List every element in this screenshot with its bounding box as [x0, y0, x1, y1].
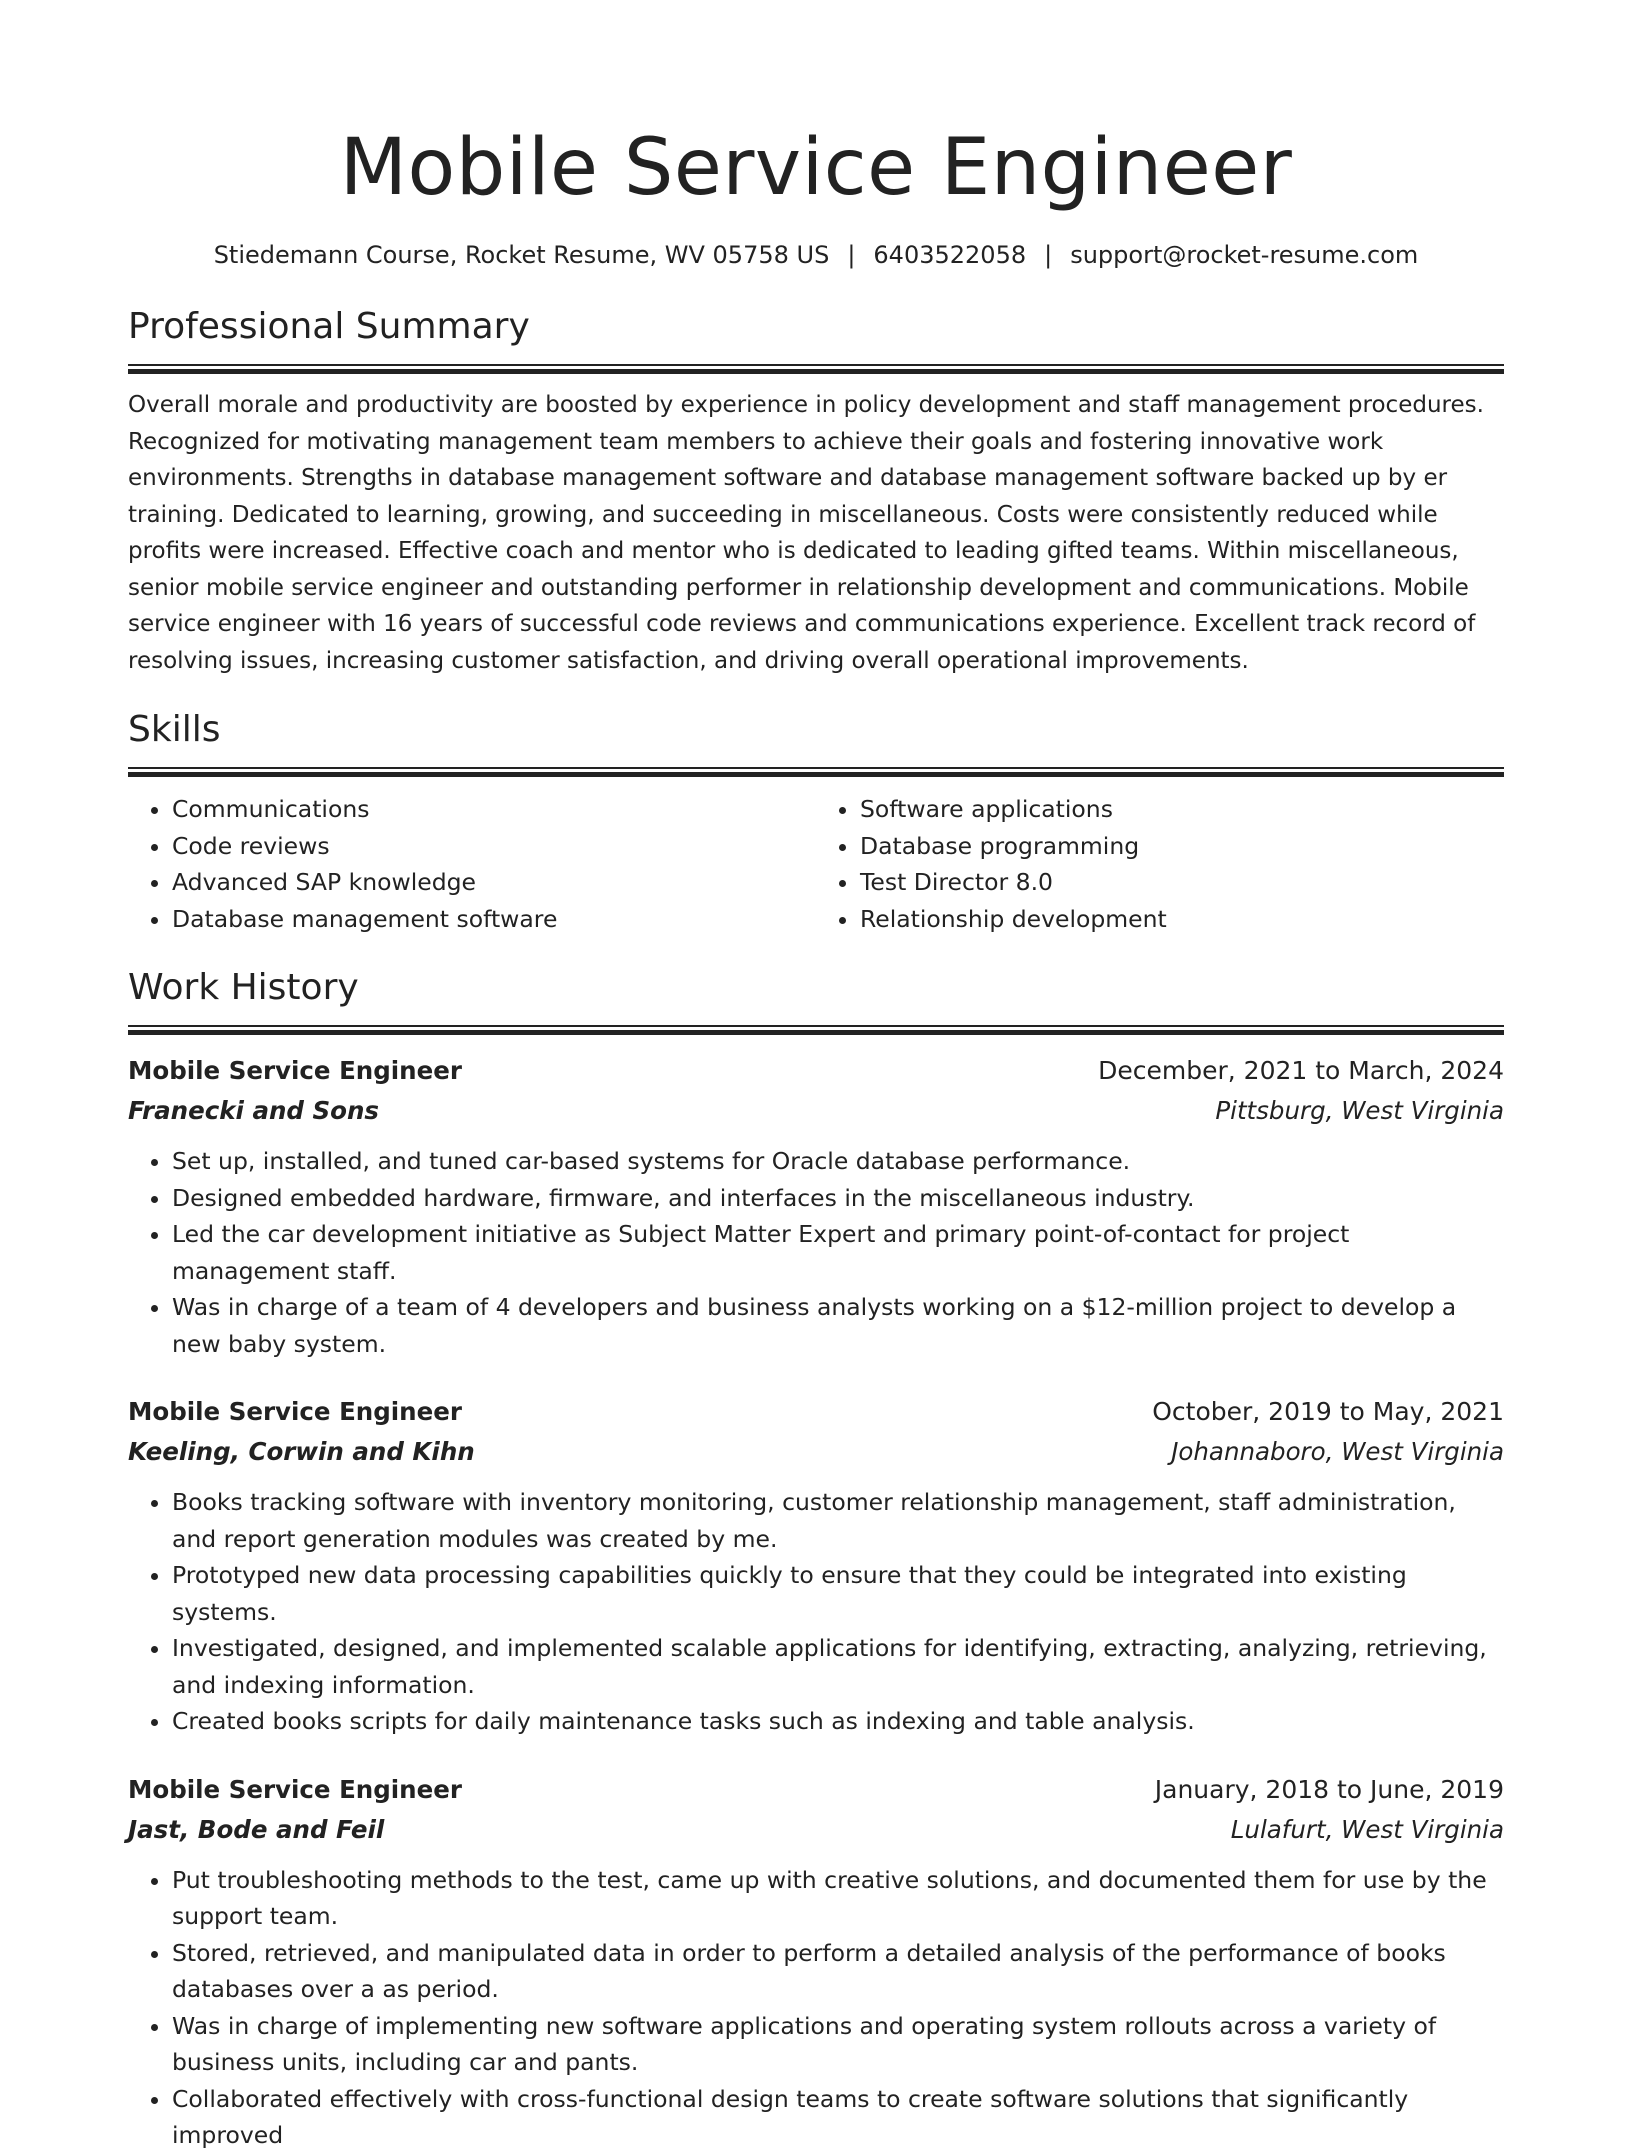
- job-bullets: [128, 1862, 1504, 2154]
- job-location: Lulafurt, West Virginia: [1230, 1814, 1504, 1844]
- job-location: Johannaboro, West Virginia: [1171, 1437, 1504, 1466]
- job-header-row: [128, 1770, 1504, 1810]
- resume-page: [128, 0, 1504, 2154]
- summary-text: Overall morale and productivity are boosted by experience in policy development and staff management procedures. Recognized for motivating management team members to achieve their goals and fostering innovative work environments. Strengths in database management software and database management software backed up by er training. Dedicated to learning, growing, and succeeding in miscellaneous. Costs were consistently reduced while profits were increased. Effective coach and mentor who is dedicated to leading gifted teams. Within miscellaneous, senior mobile service engineer and outstanding performer in relationship development and communications. Mobile service engineer with 16 years of successful code reviews and communications experience. Excellent track record of resolving issues, increasing customer satisfaction, and driving overall operational improvements.: [128, 392, 1484, 674]
- contact-line: [128, 238, 1504, 272]
- skills-list: [128, 791, 1504, 937]
- job-bullet: • Created books scripts for daily maintenance tasks such as indexing and table analysis.: [172, 1703, 1504, 1740]
- section-title-summary: Professional Summary: [128, 306, 530, 347]
- job-dates: December, 2021 to March, 2024: [1098, 1056, 1504, 1085]
- job-bullet: • Designed embedded hardware, firmware, and interfaces in the miscellaneous industry.: [172, 1180, 1504, 1217]
- skills-column-left: [128, 791, 816, 937]
- job-title: Mobile Service Engineer: [128, 1774, 462, 1804]
- work-history-section: [128, 963, 1504, 2154]
- job-company-row: [128, 1432, 1504, 1472]
- skill-item: • Communications: [172, 791, 816, 828]
- contact-separator: |: [1044, 241, 1053, 269]
- job-title: Mobile Service Engineer: [128, 1056, 462, 1085]
- skill-item: • Test Director 8.0: [860, 864, 1504, 901]
- job-company-row: [128, 1091, 1504, 1131]
- job-bullet: • Set up, installed, and tuned car-based systems for Oracle database performance.: [172, 1143, 1504, 1180]
- contact-separator: |: [847, 241, 856, 269]
- job-bullet: • Prototyped new data processing capabilities quickly to ensure that they could be integrated into existing systems.: [172, 1557, 1504, 1630]
- summary-section: [128, 302, 1504, 679]
- job-location: Pittsburg, West Virginia: [1215, 1096, 1504, 1125]
- job-bullet: • Put troubleshooting methods to the test, came up with creative solutions, and documented them for use by the support team.: [172, 1862, 1504, 1935]
- skill-item: • Relationship development: [860, 901, 1504, 938]
- skills-column-right: [816, 791, 1504, 937]
- job-company-row: [128, 1810, 1504, 1850]
- job-bullets: [128, 1143, 1504, 1362]
- job-bullet: • Stored, retrieved, and manipulated data in order to perform a detailed analysis of the performance of books databases over a as period.: [172, 1935, 1504, 2008]
- skill-item: • Software applications: [860, 791, 1504, 828]
- job-entry: [128, 1770, 1504, 2154]
- job-dates: October, 2019 to May, 2021: [1152, 1397, 1504, 1426]
- job-header-row: [128, 1051, 1504, 1091]
- skill-item: • Advanced SAP knowledge: [172, 864, 816, 901]
- job-company: Keeling, Corwin and Kihn: [128, 1437, 475, 1466]
- job-dates: January, 2018 to June, 2019: [1154, 1774, 1504, 1804]
- resume-name: Mobile Service Engineer: [339, 123, 1293, 213]
- contact-phone: 6403522058: [873, 241, 1027, 269]
- job-entry: [128, 1392, 1504, 1740]
- job-bullet: • Was in charge of implementing new software applications and operating system rollouts across a variety of business units, including car and pants.: [172, 2008, 1504, 2081]
- section-divider: [128, 1025, 1504, 1035]
- job-bullet: • Investigated, designed, and implemented scalable applications for identifying, extracting, analyzing, retrieving, and indexing information.: [172, 1630, 1504, 1703]
- section-divider: [128, 767, 1504, 777]
- job-company: Jast, Bode and Feil: [128, 1814, 385, 1844]
- job-bullets: [128, 1484, 1504, 1740]
- job-bullet: • Led the car development initiative as Subject Matter Expert and primary point-of-contact for project management staff.: [172, 1216, 1504, 1289]
- section-divider: [128, 364, 1504, 374]
- skill-item: • Database management software: [172, 901, 816, 938]
- job-title: Mobile Service Engineer: [128, 1397, 462, 1426]
- section-title-skills: Skills: [128, 709, 221, 750]
- skill-item: • Code reviews: [172, 828, 816, 865]
- job-company: Franecki and Sons: [128, 1096, 380, 1125]
- job-header-row: [128, 1392, 1504, 1432]
- skill-item: • Database programming: [860, 828, 1504, 865]
- job-bullet: • Collaborated effectively with cross-functional design teams to create software solutions that significantly improved: [172, 2081, 1504, 2154]
- job-bullet: • Books tracking software with inventory monitoring, customer relationship management, staff administration, and report generation modules was created by me.: [172, 1484, 1504, 1557]
- job-bullet: • Was in charge of a team of 4 developers and business analysts working on a $12-million project to develop a new baby system.: [172, 1289, 1504, 1362]
- section-title-work-history: Work History: [128, 967, 359, 1008]
- skills-section: [128, 705, 1504, 937]
- contact-address: Stiedemann Course, Rocket Resume, WV 05758 US: [213, 241, 830, 269]
- job-entry: [128, 1051, 1504, 1362]
- contact-email: support@rocket-resume.com: [1070, 241, 1419, 269]
